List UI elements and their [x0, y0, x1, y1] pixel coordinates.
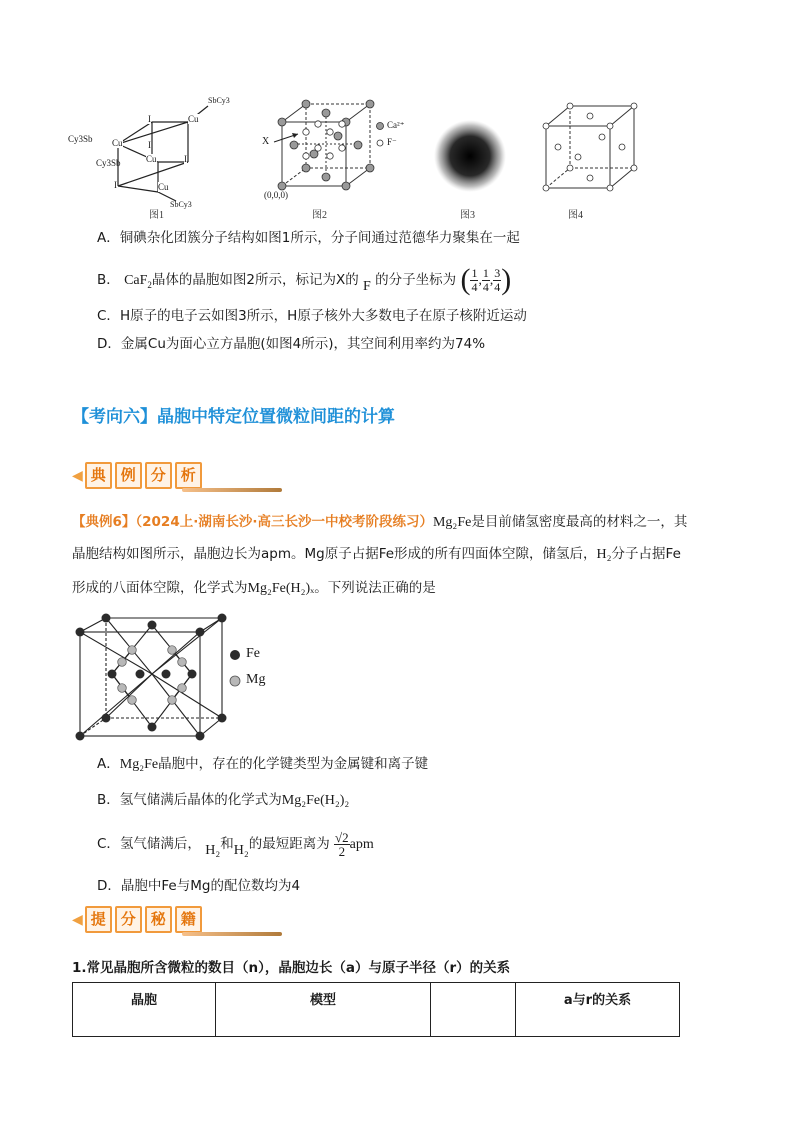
banner-char: 分: [145, 462, 172, 489]
numerator: 1: [482, 265, 489, 280]
option-text: 晶体的晶胞如图2所示，标记为X的: [151, 272, 359, 288]
ligand-label: Cy3Sb: [96, 158, 121, 168]
example-text: 是目前储氢密度最高的材料之一，其: [471, 514, 688, 530]
denominator: 4: [471, 279, 478, 294]
ligand-label: Cy3Sb: [68, 134, 93, 144]
denominator: 4: [494, 279, 501, 294]
q2-option-b: [97, 790, 349, 811]
option-letter: B．: [97, 792, 120, 808]
legend-f: F⁻: [387, 137, 397, 147]
q2-option-a: [97, 754, 428, 775]
option-text: 晶胞中，存在的化学键类型为金属键和离子键: [158, 756, 429, 772]
option-text: H原子的电子云如图3所示，H原子核外大多数电子在原子核附近运动: [119, 308, 527, 324]
mg2fe-crystal-figure: [72, 610, 302, 745]
speaker-icon: ◀: [72, 468, 83, 484]
example6-line2: [72, 544, 681, 565]
example6-line3: [72, 578, 436, 599]
speaker-icon: ◀: [72, 912, 83, 928]
section-title: 【考向六】晶胞中特定位置微粒间距的计算: [72, 407, 395, 427]
option-text: 的分子坐标为: [375, 272, 457, 288]
banner-char: 秘: [145, 906, 172, 933]
fluoride-ion: F: [363, 279, 371, 294]
denominator: 4: [482, 279, 489, 294]
q1-option-b: B． CaF$_2$晶体的晶胞如图2所示，标记为X的 F 的分子坐标为 ( $\frac{1}{4}$ , $\frac{1}{4}$ , $\frac{3}{4}$ ): [97, 263, 512, 296]
unit: apm: [349, 837, 374, 852]
example-text: 晶胞结构如图所示，晶胞边长为apm。Mg原子占据Fe形成的所有四面体空隙，储氢后，: [72, 546, 597, 562]
right-paren: ): [501, 263, 512, 296]
option-letter: C．: [97, 836, 120, 852]
hydride-formula: Mg₂Fe(H₂)ₓ: [247, 581, 315, 596]
caf2-sub: 2: [147, 279, 152, 290]
banner-underline: [182, 488, 282, 492]
example6-line1: [72, 512, 687, 533]
option-letter: A．: [97, 230, 120, 246]
q1-option-a: [97, 228, 520, 248]
i-label: I: [148, 114, 151, 124]
figure-2-caf2-cell: [262, 98, 412, 206]
option-text: 氢气储满后晶体的化学式为: [119, 792, 282, 808]
q1-option-d: [97, 334, 485, 354]
banner-char: 例: [115, 462, 142, 489]
option-letter: B．: [97, 272, 120, 288]
cluster-diagram: [68, 96, 228, 206]
q2-option-d: [97, 876, 300, 896]
banner-tifen-miji: [72, 906, 205, 936]
banner-char: 籍: [175, 906, 202, 933]
numerator: 1: [471, 265, 478, 280]
banner-char: 析: [175, 462, 202, 489]
banner-dianli-fenxi: [72, 462, 205, 492]
example-text: 分子占据Fe: [611, 546, 681, 562]
figure-3-caption: 图3: [460, 210, 475, 221]
i-label: I: [114, 180, 117, 190]
h2-formula: H₂: [205, 843, 221, 858]
distance-fraction: [334, 831, 350, 858]
header-cell: 模型: [216, 983, 431, 1037]
numerator: 3: [494, 265, 501, 280]
example-text: 。下列说法正确的是: [314, 580, 436, 596]
h2-formula: H₂: [233, 843, 249, 858]
cu-label: Cu: [158, 182, 169, 192]
mg2fe-formula: Mg₂Fe: [119, 757, 159, 772]
coord-z: [493, 267, 501, 294]
x-marker-label: X: [262, 136, 270, 147]
i-label: I: [184, 154, 187, 164]
option-text: 晶胞中Fe与Mg的配位数均为4: [120, 878, 301, 894]
fe-legend-label: Fe: [246, 646, 260, 661]
option-text: 金属Cu为面心立方晶胞(如图4所示)，其空间利用率约为74%: [120, 336, 486, 352]
option-letter: D．: [97, 878, 121, 894]
option-letter: C．: [97, 308, 120, 324]
electron-cloud-image: [430, 118, 510, 198]
cu-label: Cu: [112, 138, 123, 148]
caf2-formula: [124, 273, 152, 288]
figure-2-caption: 图2: [312, 210, 327, 221]
option-text: 铜碘杂化团簇分子结构如图1所示，分子间通过范德华力聚集在一起: [119, 230, 520, 246]
caf2-text: CaF: [124, 273, 148, 288]
denominator: 2: [338, 843, 346, 859]
option-letter: A．: [97, 756, 120, 772]
header-cell: [431, 983, 516, 1037]
table-heading: 1.常见晶胞所含微粒的数目（n），晶胞边长（a）与原子半径（r）的关系: [72, 960, 511, 976]
banner-char: 典: [85, 462, 112, 489]
hydride-formula: Mg₂Fe(H₂)₂: [281, 793, 350, 808]
fcc-cell-diagram: [540, 100, 640, 196]
numerator: √2: [335, 829, 349, 845]
cu-label: Cu: [188, 114, 199, 124]
origin-label: (0,0,0): [264, 190, 288, 200]
option-text: 氢气储满后，: [119, 836, 201, 852]
ligand-label: SbCy3: [208, 96, 230, 105]
q2-option-c: [97, 826, 374, 862]
banner-char: 分: [115, 906, 142, 933]
fe-legend-dot: [228, 648, 242, 662]
cu-label: Cu: [146, 154, 157, 164]
ligand-label: SbCy3: [170, 200, 192, 209]
option-letter: D．: [97, 336, 121, 352]
i-label: I: [148, 140, 151, 150]
mg2fe-crystal-diagram: [72, 610, 232, 745]
mg2fe-formula: Mg₂Fe: [432, 515, 472, 530]
figure-4-caption: 图4: [568, 210, 583, 221]
mg-legend-label: Mg: [246, 672, 266, 687]
option-text: 和: [220, 836, 234, 852]
table-header-row: [73, 983, 680, 1037]
figure-1-cluster: [68, 96, 230, 209]
banner-char: 提: [85, 906, 112, 933]
q1-option-c: [97, 306, 527, 326]
header-cell: 晶胞: [73, 983, 216, 1037]
crystal-relation-table: [72, 982, 680, 1037]
figure-1-caption: 图1: [149, 210, 164, 221]
example-tag: 【典例6】（2024上·湖南长沙·高三长沙一中校考阶段练习）: [72, 514, 433, 530]
figure-3-electron-cloud: [430, 118, 510, 198]
example-text: 形成的八面体空隙，化学式为: [72, 580, 248, 596]
mg-legend-dot: [228, 674, 242, 688]
banner-underline: [182, 932, 282, 936]
option-text: 的最短距离为: [248, 836, 330, 852]
h2-formula: H₂: [596, 547, 612, 562]
header-cell: a与r的关系: [516, 983, 680, 1037]
figure-4-fcc-cell: [540, 100, 640, 196]
legend-ca: Ca²⁺: [387, 120, 405, 130]
left-paren: (: [460, 263, 471, 296]
coord-y: [482, 267, 490, 294]
